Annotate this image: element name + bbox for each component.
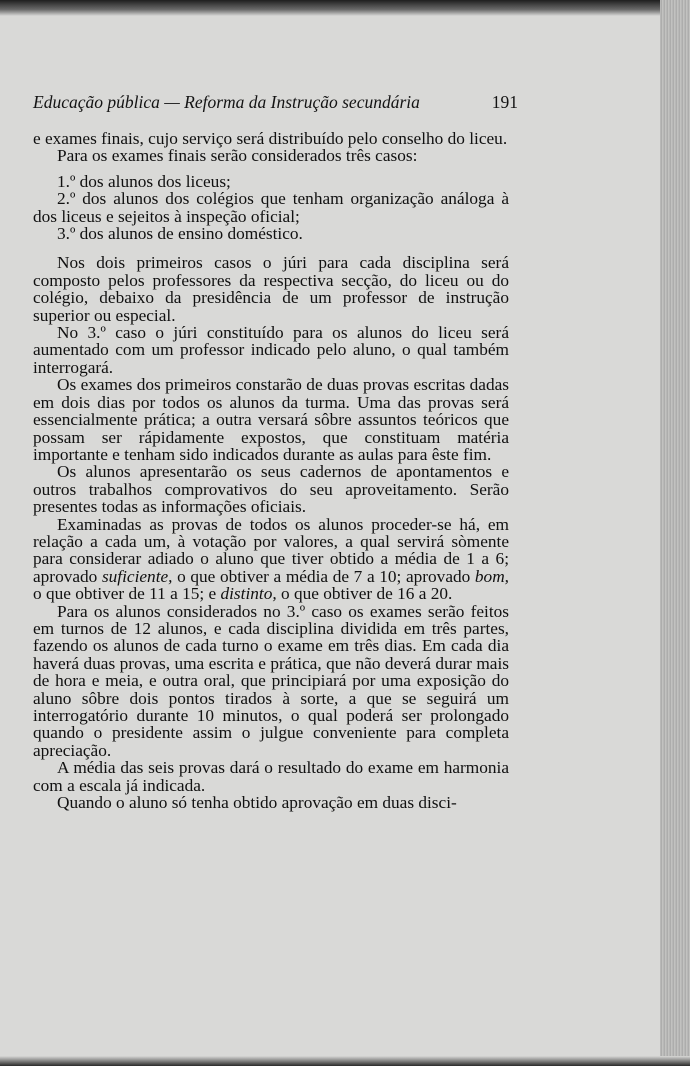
grade-distinto: distinto, xyxy=(220,584,277,604)
paragraph-1: e exames finais, cujo serviço será distribuído pelo conselho do liceu. xyxy=(33,129,508,148)
grade-suficiente: suficiente, xyxy=(101,566,173,586)
page-number: 191 xyxy=(491,92,518,112)
paragraph-9: A média das seis provas dará o resultado do exame em harmonia com a escala já indicada. xyxy=(33,758,509,795)
page-bottom-shadow xyxy=(0,1056,690,1066)
running-title: Educação pública — Reforma da Instrução secundária xyxy=(33,92,420,112)
paragraph-6: Os alunos apresentarão os seus cadernos de apontamentos e outros trabalhos comprovativos do seu aproveitamento. Serão presentes todas as informações oficiais. xyxy=(33,462,509,517)
paragraph-5: Os exames dos primeiros constarão de duas provas escritas dadas em dois dias por todos os alunos da turma. Uma das provas será essencialmente prática; a outra versará sôbre assuntos teóricos que possam ser rápidamente expostos, que constituam matéria importante e tenham sido indicados durante as aulas para êste fim. xyxy=(33,375,509,464)
paragraph-3: Nos dois primeiros casos o júri para cada disciplina será composto pelos professores da respectiva secção, do liceu ou do colégio, debaixo da presidência de um professor de instrução superior ou especial. xyxy=(33,253,509,325)
body-text xyxy=(33,130,509,811)
list-item-2: 2.º dos alunos dos colégios que tenham organização análoga à dos liceus e sejeitos à inspeção oficial; xyxy=(33,189,509,226)
page-fore-edge xyxy=(660,0,690,1066)
paragraph-7-text-a: Examinadas as provas de todos os alunos proceder-se há, em relação a cada um, à votação por valores, a qual servirá sòmente para considerar adiado o aluno que tiver obtido a média de 1 a 6; aprovado xyxy=(33,514,509,586)
paragraph-7-text-b: o que obtiver a média de 7 a 10; aprovado xyxy=(172,566,475,586)
paragraph-2: Para os exames finais serão considerados três casos: xyxy=(57,146,418,166)
running-header xyxy=(33,92,518,113)
list-item-1: 1.º dos alunos dos liceus; xyxy=(57,171,231,191)
paragraph-4: No 3.º caso o júri constituído para os alunos do liceu será aumentado com um professor indicado pelo aluno, o qual também interrogará. xyxy=(33,323,509,377)
page-top-shadow xyxy=(0,0,690,16)
paragraph-7 xyxy=(33,516,509,603)
paragraph-10: Quando o aluno só tenha obtido aprovação em duas disci- xyxy=(57,793,457,813)
grade-bom: bom, xyxy=(474,566,509,586)
paragraph-7-text-d: o que obtiver de 16 a 20. xyxy=(276,584,453,604)
paragraph-8: Para os alunos considerados no 3.º caso os exames serão feitos em turnos de 12 alunos, e cada disciplina dividida em três partes, fazendo os alunos de cada turno o exame em três dias. Em cada dia haverá duas provas, uma escrita e prática, que não deverá durar mais de hora e meia, e outra oral, que principiará por uma exposição do aluno sôbre dois pontos tirados à sorte, a que se seguirá um interrogatório durante 10 minutos, o qual poderá ser prolongado quando o presidente assim o julgue conveniente para completa apreciação. xyxy=(33,601,509,760)
paragraph-7-text-c: o que obtiver de 11 a 15; e xyxy=(33,584,221,604)
list-item-3: 3.º dos alunos de ensino doméstico. xyxy=(57,224,303,244)
